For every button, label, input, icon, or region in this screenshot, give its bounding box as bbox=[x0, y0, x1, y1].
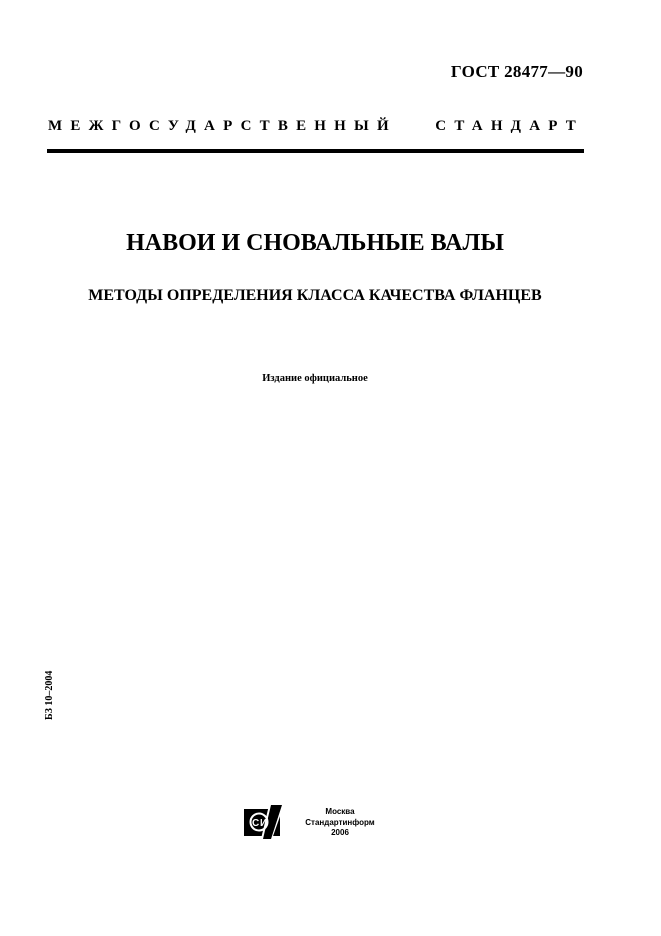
document-subtitle: МЕТОДЫ ОПРЕДЕЛЕНИЯ КЛАССА КАЧЕСТВА ФЛАНЦЕВ bbox=[88, 287, 542, 304]
document-title: НАВОИ И СНОВАЛЬНЫЕ ВАЛЫ bbox=[126, 230, 504, 256]
side-catalog-code: БЗ 10–2004 bbox=[44, 670, 55, 720]
svg-text:С: С bbox=[252, 818, 260, 829]
publisher-name: Стандартинформ bbox=[305, 817, 375, 827]
standard-type-word-2: СТАНДАРТ bbox=[435, 118, 584, 134]
publisher-city: Москва bbox=[325, 807, 355, 816]
edition-note: Издание официальное bbox=[262, 373, 368, 384]
document-number: ГОСТ 28477—90 bbox=[450, 62, 583, 81]
svg-text:И: И bbox=[260, 818, 268, 829]
header-divider bbox=[47, 149, 584, 153]
standartinform-logo-icon bbox=[244, 805, 284, 839]
publication-year: 2006 bbox=[331, 828, 349, 837]
standard-type-word-1: МЕЖГОСУДАРСТВЕННЫЙ bbox=[48, 118, 397, 134]
standard-type-heading bbox=[48, 118, 584, 135]
publisher-info bbox=[295, 807, 385, 839]
